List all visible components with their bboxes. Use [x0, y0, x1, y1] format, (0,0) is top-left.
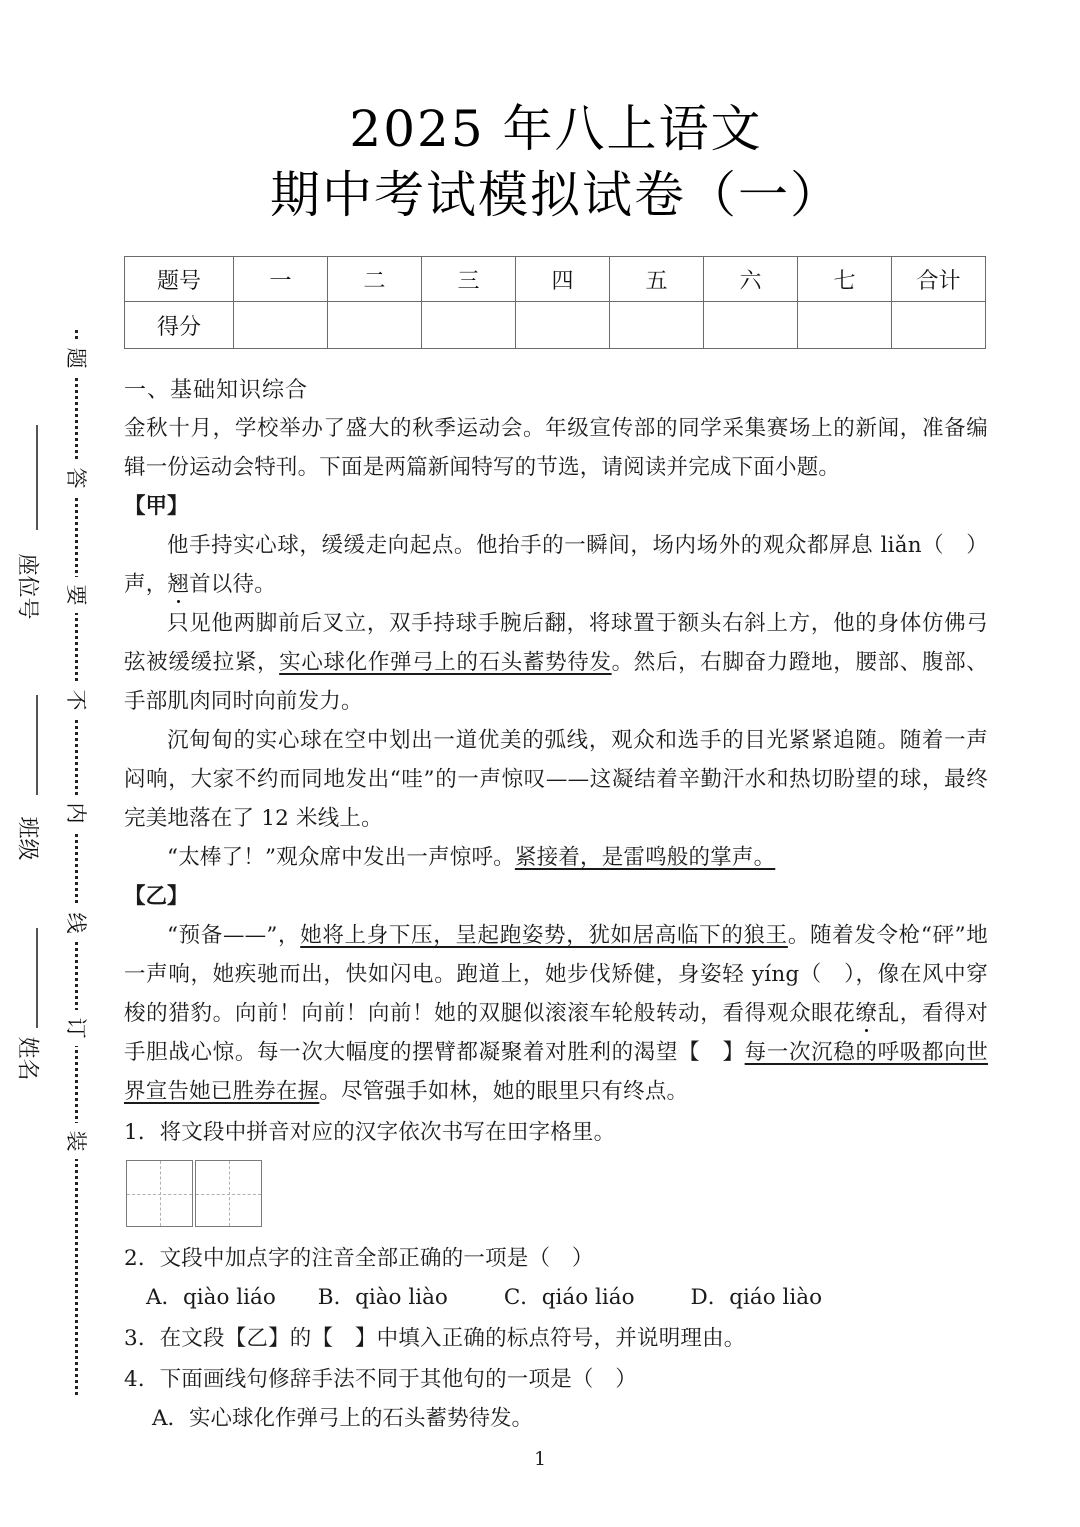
question-1	[124, 1113, 988, 1152]
jia-p2-part-a: 只见他两脚前后叉立，双手持球手腕后翻，将球置于额头右斜上方，他的身体仿佛弓弦被缓缓拉紧，	[124, 611, 988, 675]
tianzige-cell-1-horizontal-guide	[127, 1194, 192, 1195]
class-label: 班级	[14, 816, 40, 861]
jia-p2-part-b: 。然后，右脚奋力蹬地，腰部、腹部、手部肌肉同时向前发力。	[124, 650, 988, 714]
score-table-header-2: 二	[328, 257, 422, 302]
score-table-header-4: 四	[516, 257, 610, 302]
question-4-option-a[interactable]: A．实心球化作弹弓上的石头蓄势待发。	[152, 1406, 534, 1431]
yi-p1-part-d: 。尽管强手如林，她的眼里只有终点。	[319, 1079, 689, 1104]
passage-jia-paragraph-2	[124, 604, 988, 721]
jia-p4-part-a: “太棒了！”观众席中发出一声惊呼。	[167, 845, 515, 870]
seat-number-label: 座位号	[14, 553, 40, 620]
question-4-number: 4．	[124, 1367, 160, 1392]
question-2-number: 2．	[124, 1246, 160, 1271]
seal-char-6: 订	[58, 1010, 94, 1046]
question-1-text: 将文段中拼音对应的汉字依次书写在田字格里。	[159, 1120, 616, 1145]
seal-char-7: 装	[58, 1123, 94, 1159]
seal-char-0: 题	[58, 340, 94, 376]
yi-p1-part-a: “预备——”，	[167, 923, 301, 948]
title-line-1: 2025 年八上语文	[349, 100, 763, 158]
score-cell-3[interactable]	[422, 302, 516, 349]
question-2-option-d[interactable]: D．qiáo liào	[690, 1285, 823, 1310]
passage-jia-paragraph-3: 沉甸甸的实心球在空中划出一道优美的弧线，观众和选手的目光紧紧追随。随着一声闷响，大家不约而同地发出“哇”的一声惊叹——这凝结着辛勤汗水和热切盼望的球，最终完美地落在了 12 米线上。	[124, 728, 988, 831]
score-cell-7[interactable]	[798, 302, 892, 349]
title-line-2: 期中考试模拟试卷（一）	[270, 166, 842, 224]
score-table-header-0: 题号	[125, 257, 234, 302]
yi-p1-underlined-clause-1: 她将上身下压，呈起跑姿势，犹如居高临下的狼王	[300, 923, 788, 948]
question-3-number: 3．	[124, 1326, 160, 1351]
passage-yi-paragraph-1	[124, 916, 988, 1111]
name-rule	[36, 928, 38, 1028]
score-cell-5[interactable]	[610, 302, 704, 349]
score-cell-1[interactable]	[234, 302, 328, 349]
binding-margin	[0, 0, 120, 1527]
score-cell-6[interactable]	[704, 302, 798, 349]
seal-char-4: 内	[58, 795, 94, 831]
tianzige-cell-2[interactable]	[195, 1160, 262, 1227]
tianzige-answer-grid[interactable]	[126, 1160, 988, 1227]
seal-char-2: 要	[58, 577, 94, 613]
score-table-header-5: 五	[610, 257, 704, 302]
jia-p1-part-b: 首以待。	[189, 572, 276, 597]
question-2-text: 文段中加点字的注音全部正确的一项是（ ）	[159, 1246, 594, 1271]
passage-yi-label: 【乙】	[124, 884, 189, 909]
score-cell-2[interactable]	[328, 302, 422, 349]
seal-char-3: 不	[58, 682, 94, 718]
yi-p1-dotted-char: 缭	[855, 1001, 878, 1026]
seal-char-5: 线	[58, 905, 94, 941]
passage-jia-paragraph-1	[124, 526, 988, 604]
score-table-header-3: 三	[422, 257, 516, 302]
section-heading: 一、基础知识综合	[124, 378, 309, 403]
question-4	[124, 1360, 988, 1399]
page-number: 1	[533, 1448, 547, 1470]
score-cell-4[interactable]	[516, 302, 610, 349]
table-row-header	[125, 257, 986, 302]
score-table-row-label: 得分	[125, 302, 234, 349]
yi-p1-part-c: 乱，看得对手胆战心惊。每一次大幅度的摆臂都凝聚着对胜利的渴望【 】	[124, 1001, 988, 1065]
jia-p2-underlined-clause: 实心球化作弹弓上的石头蓄势待发	[279, 650, 612, 675]
section-intro: 金秋十月，学校举办了盛大的秋季运动会。年级宣传部的同学采集赛场上的新闻，准备编辑一份运动会特刊。下面是两篇新闻特写的节选，请阅读并完成下面小题。	[124, 416, 988, 480]
jia-p1-part-a: 他手持实心球，缓缓走向起点。他抬手的一瞬间，场内场外的观众都屏息 liǎn（ ）声，	[124, 533, 988, 597]
class-rule	[36, 695, 38, 795]
question-1-number: 1．	[124, 1120, 160, 1145]
page-title	[124, 0, 988, 228]
question-4-text: 下面画线句修辞手法不同于其他句的一项是（ ）	[159, 1367, 637, 1392]
score-table	[124, 256, 986, 349]
table-row-score	[125, 302, 986, 349]
question-3	[124, 1319, 988, 1358]
jia-p1-dotted-char: 翘	[167, 572, 190, 597]
question-2-option-a[interactable]: A．qiào liáo	[146, 1285, 276, 1310]
yi-p1-underlined-clause-2: 每一次沉稳的呼吸都向世界宣告她已胜券在握	[124, 1040, 988, 1104]
seal-char-1: 答	[58, 460, 94, 496]
tianzige-cell-1[interactable]	[126, 1160, 193, 1227]
passage-jia-paragraph-4	[124, 838, 988, 877]
seat-number-rule	[36, 425, 38, 530]
score-table-header-7: 七	[798, 257, 892, 302]
jia-p4-underlined-clause: 紧接着，是雷鸣般的掌声。	[514, 845, 776, 870]
question-3-text: 在文段【乙】的【 】中填入正确的标点符号，并说明理由。	[159, 1326, 746, 1351]
yi-p1-part-b: 。随着发令枪“砰”地一声响，她疾驰而出，快如闪电。跑道上，她步伐矫健，身姿轻 yíng（ ），像在风中穿梭的猎豹。向前！向前！向前！她的双腿似滚滚车轮般转动，看得观众眼花	[124, 923, 989, 1026]
passage-jia-label: 【甲】	[124, 494, 189, 519]
name-label: 姓名	[14, 1036, 40, 1081]
score-cell-total[interactable]	[892, 302, 986, 349]
score-table-header-6: 六	[704, 257, 798, 302]
question-2-options	[124, 1278, 988, 1317]
page-content	[124, 0, 988, 1438]
question-2	[124, 1239, 988, 1278]
question-2-option-b[interactable]: B．qiào liào	[317, 1285, 448, 1310]
tianzige-cell-2-horizontal-guide	[196, 1194, 261, 1195]
score-table-header-1: 一	[234, 257, 328, 302]
question-2-option-c[interactable]: C．qiáo liáo	[503, 1285, 635, 1310]
score-table-header-8: 合计	[892, 257, 986, 302]
